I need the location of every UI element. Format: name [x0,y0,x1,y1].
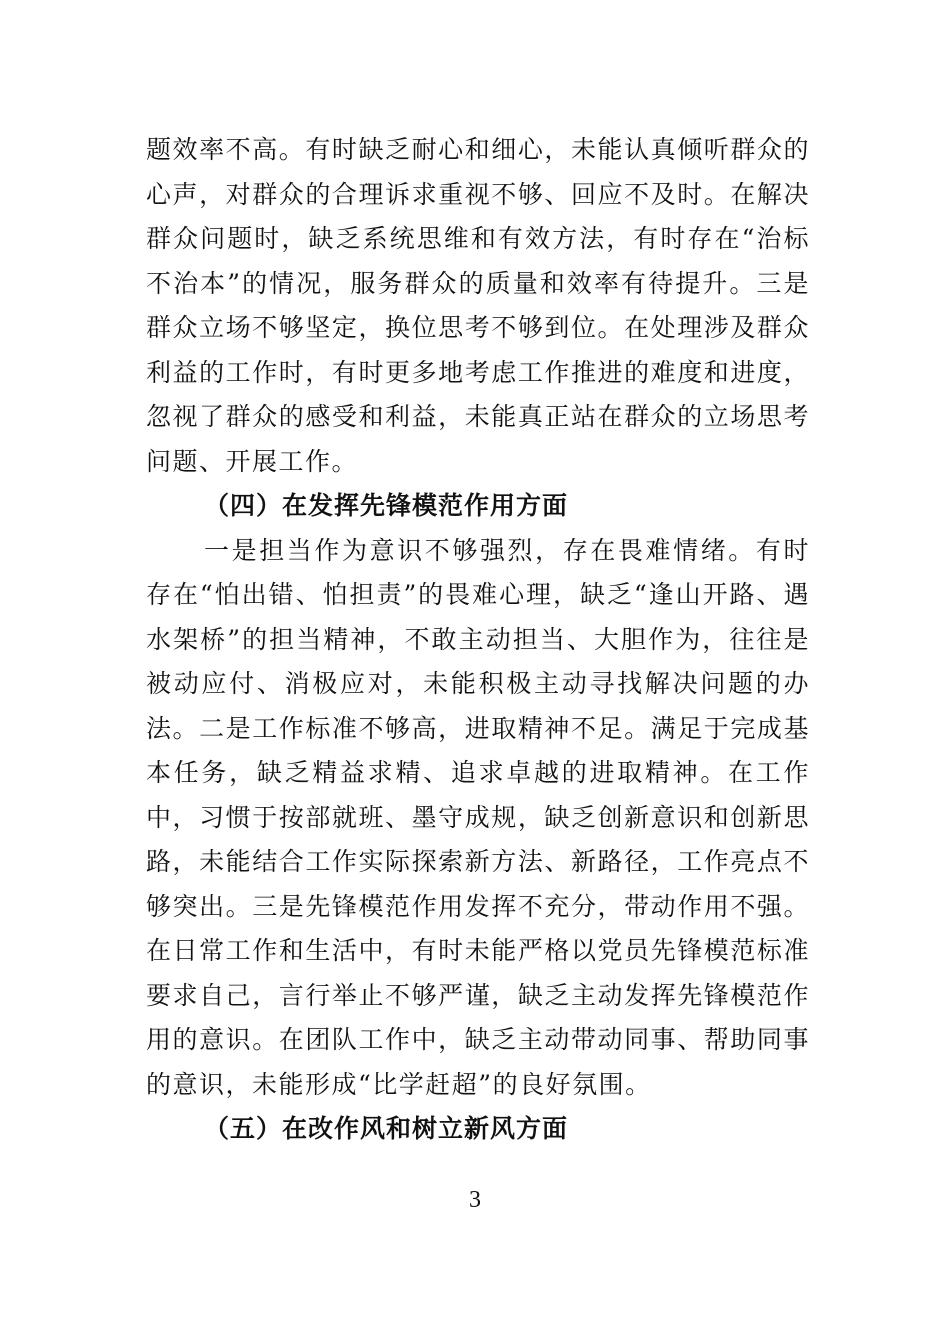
paragraph-continuation: 题效率不高。有时缺乏耐心和细心，未能认真倾听群众的心声，对群众的合理诉求重视不够、回应不及时。在解决群众问题时，缺乏系统思维和有效方法，有时存在“治标不治本”的情况，服务群众的质量和效率有待提升。三是群众立场不够坚定，换位思考不够到位。在处理涉及群众利益的工作时，有时更多地考虑工作推进的难度和进度，忽视了群众的感受和利益，未能真正站在群众的立场思考问题、开展工作。 [146,135,810,476]
paragraph-section-4: 一是担当作为意识不够强烈，存在畏难情绪。有时存在“怕出错、怕担责”的畏难心理，缺乏“逢山开路、遇水架桥”的担当精神，不敢主动担当、大胆作为，往往是被动应付、消极应对，未能积极主动寻找解决问题的办法。二是工作标准不够高，进取精神不足。满足于完成基本任务，缺乏精益求精、追求卓越的进取精神。在工作中，习惯于按部就班、墨守成规，缺乏创新意识和创新思路，未能结合工作实际探索新方法、新路径，工作亮点不够突出。三是先锋模范作用发挥不充分，带动作用不强。在日常工作和生活中，有时未能严格以党员先锋模范标准要求自己，言行举止不够严谨，缺乏主动发挥先锋模范作用的意识。在团队工作中，缺乏主动带动同事、帮助同事的意识，未能形成“比学赶超”的良好氛围。 [146,535,810,1099]
section-heading-5: （五）在改作风和树立新风方面 [204,1114,569,1143]
section-heading-4: （四）在发挥先锋模范作用方面 [204,491,569,520]
document-body [146,128,810,1152]
page-number: 3 [469,1187,481,1213]
